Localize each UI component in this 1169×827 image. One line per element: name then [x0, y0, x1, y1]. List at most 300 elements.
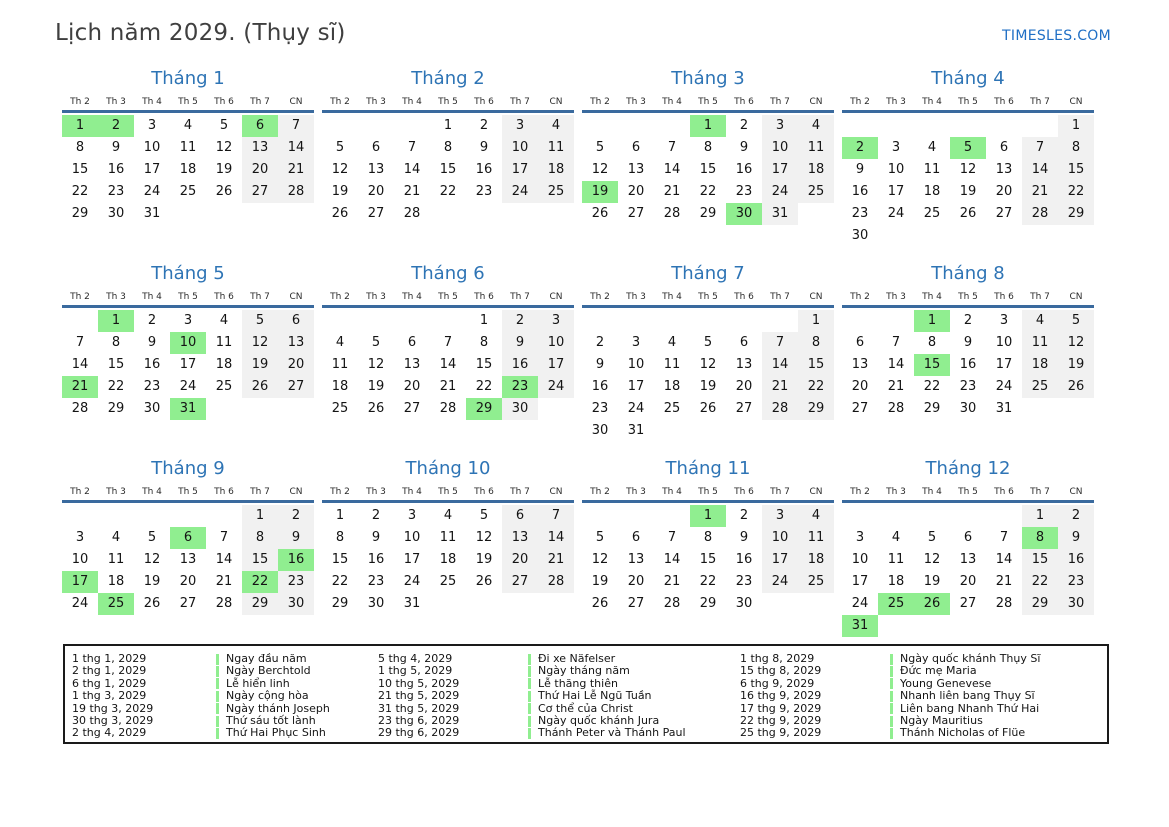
day-cell: 8	[242, 527, 278, 549]
day-cell: 25	[538, 181, 574, 203]
day-cell: 18	[439, 552, 457, 567]
day-cell	[878, 115, 914, 137]
day-cell: 12	[923, 552, 941, 567]
weekday-label: Th 7	[510, 292, 530, 302]
day-cell: 20	[403, 379, 421, 394]
weekday-label: Th 5	[958, 97, 978, 107]
weekday-header-row	[582, 289, 834, 305]
day-cell: 9	[278, 527, 314, 549]
day-cell: 1	[798, 310, 834, 332]
day-cell: 23	[735, 184, 753, 199]
month-9	[62, 456, 314, 637]
day-cell: 3	[183, 313, 193, 328]
day-cell: 8	[927, 335, 937, 350]
day-cell	[582, 115, 618, 137]
weekday-label: Th 5	[958, 487, 978, 497]
day-cell: 13	[242, 137, 278, 159]
legend-holiday-label: Cơ thể của Christ	[538, 701, 633, 715]
day-cell: 8	[1058, 137, 1094, 159]
holiday-marker-icon	[890, 728, 893, 739]
day-cell: 12	[959, 162, 977, 177]
day-cell: 9	[595, 357, 605, 372]
legend-holiday-name	[528, 690, 740, 702]
day-cell: 18	[1022, 354, 1058, 376]
day-cell: 18	[798, 159, 834, 181]
day-cell: 10	[851, 552, 869, 567]
legend-date: 30 thg 3, 2029	[72, 713, 154, 727]
day-cell: 18	[331, 379, 349, 394]
day-cell: 3	[999, 313, 1009, 328]
day-cell: 25	[798, 571, 834, 593]
day-cell	[878, 225, 914, 247]
day-cell: 16	[1058, 549, 1094, 571]
months-grid	[62, 66, 1169, 637]
day-cell: 21	[439, 379, 457, 394]
day-cell	[278, 203, 314, 225]
day-cell: 22	[475, 379, 493, 394]
day-cell	[654, 505, 690, 527]
day-cell	[618, 505, 654, 527]
weekday-label: CN	[809, 292, 823, 302]
day-cell: 12	[591, 552, 609, 567]
day-cell: 14	[403, 162, 421, 177]
legend-holiday-label: Nhanh liên bang Thụy Sĩ	[900, 689, 1035, 703]
day-cell: 6	[999, 140, 1009, 155]
weekday-label: CN	[809, 487, 823, 497]
days-grid	[322, 310, 574, 420]
day-cell: 10	[762, 527, 798, 549]
day-cell: 13	[403, 357, 421, 372]
holiday-marker-icon	[528, 654, 531, 665]
month-5	[62, 261, 314, 442]
day-cell: 15	[1058, 159, 1094, 181]
day-cell: 27	[735, 401, 753, 416]
days-grid	[62, 115, 314, 225]
day-cell: 20	[735, 379, 753, 394]
weekday-label: Th 6	[474, 487, 494, 497]
legend-holiday-label: Thứ sáu tốt lành	[226, 713, 316, 727]
day-cell: 29	[242, 593, 278, 615]
day-cell: 19	[475, 552, 493, 567]
day-cell	[206, 505, 242, 527]
day-cell: 21	[762, 376, 798, 398]
holiday-marker-icon	[216, 678, 219, 689]
legend-holiday-label: Thứ Hai Phục Sinh	[226, 726, 326, 740]
weekday-label: Th 2	[850, 292, 870, 302]
weekday-label: Th 3	[626, 292, 646, 302]
day-cell: 1	[98, 310, 134, 332]
weekday-label: Th 6	[734, 487, 754, 497]
day-cell: 9	[1058, 527, 1094, 549]
legend-grid	[72, 653, 1101, 740]
weekday-label: Th 3	[886, 97, 906, 107]
month-divider	[842, 500, 1094, 503]
month-7	[582, 261, 834, 442]
day-cell: 4	[798, 505, 834, 527]
days-grid	[842, 115, 1094, 247]
day-cell: 11	[215, 335, 233, 350]
weekday-label: CN	[1069, 97, 1083, 107]
day-cell: 28	[439, 401, 457, 416]
day-cell: 17	[179, 357, 197, 372]
day-cell: 7	[407, 140, 417, 155]
day-cell: 5	[703, 335, 713, 350]
day-cell: 26	[591, 206, 609, 221]
month-title: Tháng 7	[671, 263, 745, 284]
day-cell: 10	[71, 552, 89, 567]
legend-holiday-label: Đi xe Näfelser	[538, 652, 616, 665]
day-cell: 6	[242, 115, 278, 137]
weekday-header-row	[582, 94, 834, 110]
day-cell: 3	[855, 530, 865, 545]
day-cell: 14	[71, 357, 89, 372]
weekday-header-row	[842, 94, 1094, 110]
day-cell: 18	[887, 574, 905, 589]
day-cell: 4	[443, 508, 453, 523]
day-cell: 20	[179, 574, 197, 589]
month-title: Tháng 9	[151, 458, 225, 479]
day-cell	[726, 420, 762, 442]
day-cell: 7	[1022, 137, 1058, 159]
day-cell: 17	[995, 357, 1013, 372]
weekday-label: CN	[289, 292, 303, 302]
day-cell: 27	[403, 401, 421, 416]
weekday-label: Th 2	[590, 292, 610, 302]
weekday-label: CN	[549, 292, 563, 302]
day-cell: 2	[739, 118, 749, 133]
day-cell: 31	[842, 615, 878, 637]
month-divider	[62, 110, 314, 113]
weekday-label: Th 5	[698, 292, 718, 302]
weekday-label: Th 5	[178, 487, 198, 497]
holiday-marker-icon	[216, 728, 219, 739]
weekday-label: Th 5	[698, 487, 718, 497]
weekday-label: Th 7	[250, 97, 270, 107]
day-cell: 14	[995, 552, 1013, 567]
day-cell: 23	[735, 574, 753, 589]
legend-date: 1 thg 8, 2029	[740, 652, 815, 665]
day-cell: 7	[538, 505, 574, 527]
day-cell: 31	[403, 596, 421, 611]
day-cell: 4	[538, 115, 574, 137]
day-cell: 25	[331, 401, 349, 416]
day-cell: 28	[215, 596, 233, 611]
day-cell: 17	[502, 159, 538, 181]
day-cell: 3	[407, 508, 417, 523]
day-cell: 12	[143, 552, 161, 567]
day-cell: 25	[878, 593, 914, 615]
day-cell	[986, 615, 1022, 637]
legend-holiday-label: Ngay đầu năm	[226, 652, 307, 665]
month-title: Tháng 6	[411, 263, 485, 284]
day-cell: 28	[278, 181, 314, 203]
days-grid	[322, 115, 574, 225]
day-cell: 24	[179, 379, 197, 394]
weekday-label: Th 2	[850, 487, 870, 497]
day-cell	[466, 593, 502, 615]
days-grid	[842, 505, 1094, 637]
holiday-marker-icon	[216, 691, 219, 702]
weekday-label: Th 2	[330, 487, 350, 497]
day-cell: 6	[963, 530, 973, 545]
day-cell: 19	[215, 162, 233, 177]
day-cell	[322, 310, 358, 332]
day-cell: 22	[71, 184, 89, 199]
day-cell: 30	[278, 593, 314, 615]
day-cell: 24	[762, 571, 798, 593]
weekday-label: Th 4	[142, 487, 162, 497]
day-cell: 29	[1022, 593, 1058, 615]
day-cell: 14	[1022, 159, 1058, 181]
day-cell: 5	[950, 137, 986, 159]
day-cell: 13	[502, 527, 538, 549]
day-cell	[690, 310, 726, 332]
day-cell: 19	[1058, 354, 1094, 376]
day-cell	[878, 615, 914, 637]
day-cell: 11	[331, 357, 349, 372]
day-cell: 18	[179, 162, 197, 177]
day-cell: 9	[739, 530, 749, 545]
weekday-header-row	[62, 484, 314, 500]
weekday-label: Th 7	[770, 97, 790, 107]
day-cell: 25	[98, 593, 134, 615]
day-cell: 13	[735, 357, 753, 372]
day-cell: 28	[995, 596, 1013, 611]
day-cell: 17	[762, 549, 798, 571]
day-cell: 8	[111, 335, 121, 350]
day-cell: 20	[242, 159, 278, 181]
weekday-label: Th 2	[590, 487, 610, 497]
day-cell: 13	[367, 162, 385, 177]
day-cell: 12	[331, 162, 349, 177]
day-cell	[726, 310, 762, 332]
legend-holiday-label: Thánh Peter và Thánh Paul	[538, 726, 686, 740]
legend-holiday-label: Lễ hiển linh	[226, 676, 290, 690]
holiday-marker-icon	[216, 716, 219, 727]
day-cell: 22	[107, 379, 125, 394]
day-cell: 14	[663, 552, 681, 567]
day-cell: 22	[1022, 571, 1058, 593]
legend-date: 6 thg 1, 2029	[72, 676, 147, 690]
month-4	[842, 66, 1094, 247]
legend-date: 21 thg 5, 2029	[378, 689, 460, 703]
day-cell: 21	[62, 376, 98, 398]
legend-date: 6 thg 9, 2029	[740, 676, 815, 690]
weekday-label: Th 3	[886, 487, 906, 497]
day-cell: 30	[726, 203, 762, 225]
weekday-label: Th 7	[770, 487, 790, 497]
day-cell: 31	[143, 206, 161, 221]
day-cell: 13	[851, 357, 869, 372]
day-cell: 21	[215, 574, 233, 589]
day-cell: 30	[959, 401, 977, 416]
day-cell: 19	[367, 379, 385, 394]
legend-date: 1 thg 1, 2029	[72, 652, 147, 665]
weekday-label: Th 6	[734, 97, 754, 107]
day-cell	[986, 115, 1022, 137]
legend-holiday-label: Ngày tháng năm	[538, 664, 630, 678]
day-cell: 1	[242, 505, 278, 527]
day-cell: 10	[887, 162, 905, 177]
weekday-label: Th 4	[402, 487, 422, 497]
weekday-label: Th 2	[330, 97, 350, 107]
weekday-label: Th 4	[142, 292, 162, 302]
day-cell: 2	[963, 313, 973, 328]
day-cell: 2	[371, 508, 381, 523]
day-cell	[798, 420, 834, 442]
day-cell: 11	[107, 552, 125, 567]
day-cell: 20	[502, 549, 538, 571]
day-cell: 16	[959, 357, 977, 372]
day-cell: 24	[627, 401, 645, 416]
day-cell: 6	[739, 335, 749, 350]
day-cell: 24	[403, 574, 421, 589]
weekday-label: Th 3	[626, 487, 646, 497]
day-cell: 25	[798, 181, 834, 203]
day-cell: 23	[1058, 571, 1094, 593]
weekday-label: CN	[289, 97, 303, 107]
day-cell: 21	[663, 574, 681, 589]
day-cell: 5	[219, 118, 229, 133]
day-cell: 3	[762, 505, 798, 527]
day-cell: 21	[663, 184, 681, 199]
day-cell: 28	[403, 206, 421, 221]
day-cell: 2	[98, 115, 134, 137]
day-cell: 14	[215, 552, 233, 567]
day-cell: 5	[371, 335, 381, 350]
day-cell	[394, 310, 430, 332]
day-cell	[1022, 225, 1058, 247]
days-grid	[582, 310, 834, 442]
day-cell: 4	[111, 530, 121, 545]
day-cell: 1	[690, 115, 726, 137]
holiday-marker-icon	[528, 703, 531, 714]
day-cell: 27	[502, 571, 538, 593]
weekday-label: Th 3	[626, 97, 646, 107]
day-cell: 4	[667, 335, 677, 350]
day-cell: 12	[475, 530, 493, 545]
day-cell: 16	[735, 552, 753, 567]
day-cell: 3	[891, 140, 901, 155]
weekday-label: CN	[1069, 487, 1083, 497]
day-cell	[762, 593, 798, 615]
day-cell	[502, 203, 538, 225]
day-cell: 20	[367, 184, 385, 199]
day-cell: 23	[367, 574, 385, 589]
month-title: Tháng 8	[931, 263, 1005, 284]
day-cell: 31	[762, 203, 798, 225]
month-divider	[62, 500, 314, 503]
legend-date: 1 thg 3, 2029	[72, 689, 147, 703]
day-cell: 13	[627, 552, 645, 567]
days-grid	[322, 505, 574, 615]
holiday-marker-icon	[890, 716, 893, 727]
day-cell: 24	[71, 596, 89, 611]
legend-date: 15 thg 8, 2029	[740, 664, 822, 678]
days-grid	[582, 505, 834, 615]
day-cell: 11	[439, 530, 457, 545]
day-cell: 16	[475, 162, 493, 177]
day-cell: 20	[995, 184, 1013, 199]
day-cell: 10	[762, 137, 798, 159]
day-cell	[466, 203, 502, 225]
legend-date: 16 thg 9, 2029	[740, 689, 822, 703]
day-cell: 24	[995, 379, 1013, 394]
day-cell: 2	[278, 505, 314, 527]
day-cell: 3	[762, 115, 798, 137]
legend-holiday-label: Liên bang Nhanh Thứ Hai	[900, 701, 1040, 715]
weekday-label: Th 2	[70, 292, 90, 302]
day-cell: 3	[75, 530, 85, 545]
day-cell: 7	[762, 332, 798, 354]
weekday-label: Th 7	[250, 292, 270, 302]
day-cell	[430, 593, 466, 615]
day-cell: 5	[595, 140, 605, 155]
day-cell: 9	[963, 335, 973, 350]
weekday-header-row	[322, 94, 574, 110]
day-cell: 1	[479, 313, 489, 328]
day-cell: 5	[1058, 310, 1094, 332]
holiday-marker-icon	[528, 716, 531, 727]
day-cell	[654, 115, 690, 137]
weekday-header-row	[62, 289, 314, 305]
day-cell: 15	[914, 354, 950, 376]
day-cell: 10	[403, 530, 421, 545]
holiday-marker-icon	[890, 691, 893, 702]
day-cell: 6	[855, 335, 865, 350]
day-cell: 30	[143, 401, 161, 416]
day-cell: 16	[278, 549, 314, 571]
day-cell: 30	[591, 423, 609, 438]
day-cell	[430, 310, 466, 332]
weekday-header-row	[582, 484, 834, 500]
day-cell: 5	[595, 530, 605, 545]
day-cell: 15	[699, 552, 717, 567]
day-cell: 30	[367, 596, 385, 611]
weekday-label: Th 2	[70, 97, 90, 107]
day-cell	[914, 225, 950, 247]
day-cell: 27	[851, 401, 869, 416]
day-cell: 7	[219, 530, 229, 545]
day-cell: 16	[591, 379, 609, 394]
day-cell: 2	[842, 137, 878, 159]
legend-holiday-label: Lễ thăng thiên	[538, 676, 618, 690]
day-cell: 22	[798, 376, 834, 398]
month-1	[62, 66, 314, 247]
weekday-label: CN	[809, 97, 823, 107]
month-title: Tháng 5	[151, 263, 225, 284]
day-cell: 16	[107, 162, 125, 177]
day-cell: 29	[331, 596, 349, 611]
legend-holiday-label: Ngày cộng hòa	[226, 689, 309, 703]
site-link[interactable]: TIMESLES.COM	[1002, 28, 1111, 44]
day-cell: 31	[627, 423, 645, 438]
day-cell: 24	[143, 184, 161, 199]
day-cell: 29	[699, 206, 717, 221]
day-cell: 9	[111, 140, 121, 155]
weekday-label: Th 3	[366, 292, 386, 302]
month-divider	[322, 500, 574, 503]
day-cell: 27	[242, 181, 278, 203]
holiday-marker-icon	[890, 654, 893, 665]
day-cell: 17	[403, 552, 421, 567]
day-cell: 17	[887, 184, 905, 199]
day-cell: 20	[627, 574, 645, 589]
day-cell	[618, 310, 654, 332]
weekday-label: Th 7	[1030, 292, 1050, 302]
day-cell: 27	[959, 596, 977, 611]
day-cell: 29	[923, 401, 941, 416]
